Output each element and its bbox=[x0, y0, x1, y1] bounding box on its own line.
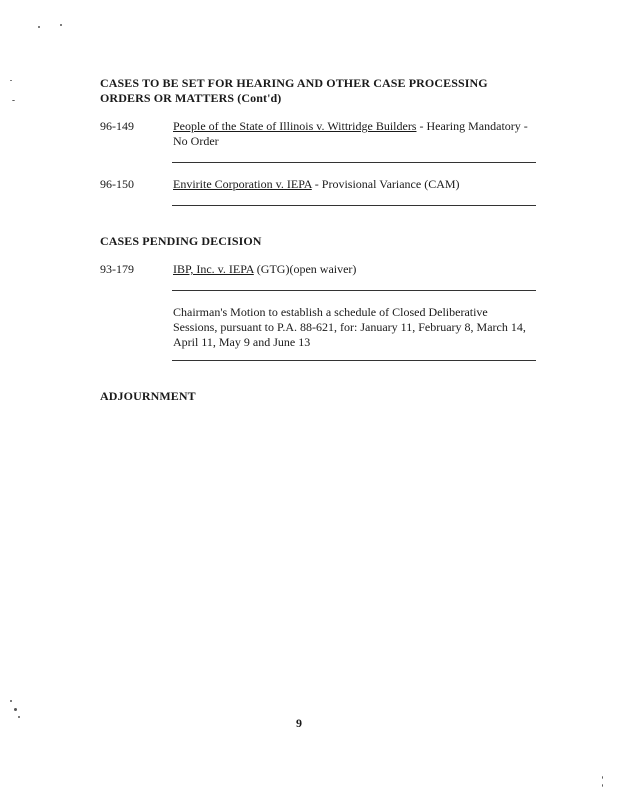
case-text bbox=[173, 177, 537, 192]
case-number: 96-149 bbox=[100, 119, 134, 133]
signature-rule bbox=[172, 290, 536, 291]
chairman-motion: Chairman's Motion to establish a schedule of Closed Deliberative Sessions, pursuant to P.A. 88-621, for: January 11, February 8, March 14, April 11, May 9 and June 13 bbox=[173, 305, 526, 349]
case-number: 96-150 bbox=[100, 177, 134, 191]
case-description: (GTG)(open waiver) bbox=[253, 262, 357, 276]
signature-rule bbox=[172, 360, 536, 361]
case-title: People of the State of Illinois v. Wittridge Builders bbox=[173, 119, 417, 133]
case-text bbox=[173, 119, 537, 149]
section-heading-hearing bbox=[100, 76, 488, 106]
case-text bbox=[173, 262, 537, 277]
section-heading-line-2: ORDERS OR MATTERS (Cont'd) bbox=[100, 91, 282, 105]
scan-speck bbox=[602, 784, 603, 787]
scan-speck bbox=[602, 776, 603, 779]
signature-rule bbox=[172, 205, 536, 206]
scan-speck bbox=[12, 100, 15, 101]
scan-speck bbox=[14, 708, 17, 711]
case-description: - Hearing Mandatory - No Order bbox=[173, 119, 528, 148]
case-title: IBP, Inc. v. IEPA bbox=[173, 262, 254, 276]
section-heading-pending: CASES PENDING DECISION bbox=[100, 234, 262, 248]
section-heading-line-1: CASES TO BE SET FOR HEARING AND OTHER CASE PROCESSING bbox=[100, 76, 488, 90]
signature-rule bbox=[172, 162, 536, 163]
case-description: - Provisional Variance (CAM) bbox=[311, 177, 460, 191]
case-number: 93-179 bbox=[100, 262, 134, 276]
scan-speck bbox=[18, 716, 20, 718]
case-title: Envirite Corporation v. IEPA bbox=[173, 177, 312, 191]
scan-speck bbox=[10, 700, 12, 702]
scan-speck bbox=[10, 80, 12, 81]
page-number: 9 bbox=[296, 716, 302, 730]
adjournment-heading: ADJOURNMENT bbox=[100, 389, 196, 403]
scan-speck bbox=[38, 26, 40, 28]
scan-speck bbox=[60, 24, 62, 26]
